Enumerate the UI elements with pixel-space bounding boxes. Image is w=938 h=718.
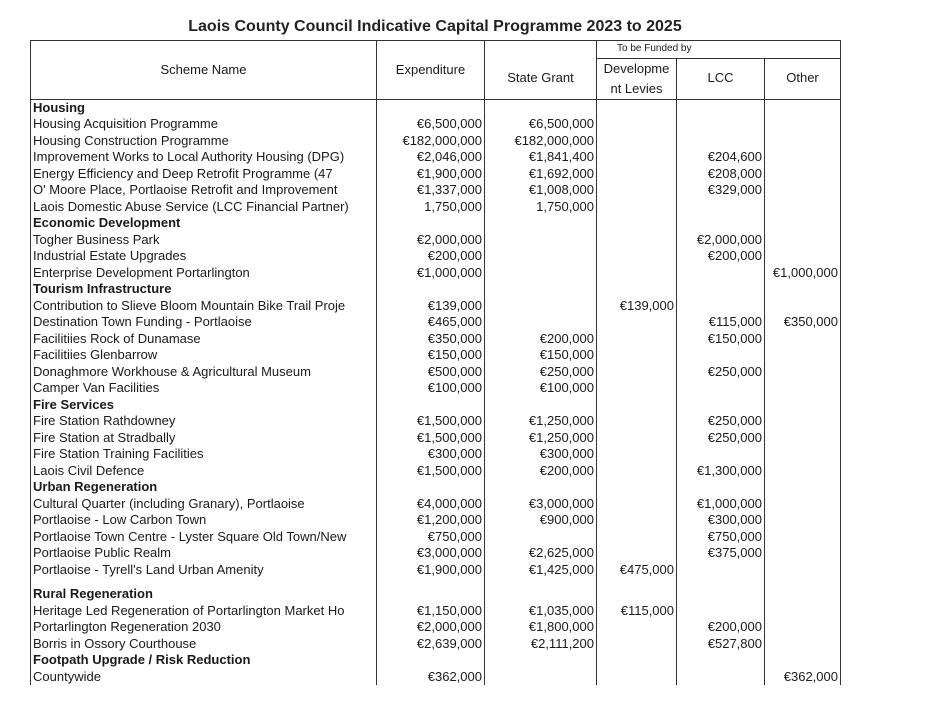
cell-expenditure: €1,900,000	[377, 166, 485, 183]
cell-levies	[597, 586, 677, 603]
cell-other	[765, 347, 841, 364]
cell-other	[765, 116, 841, 133]
cell-state-grant: €182,000,000	[485, 133, 597, 150]
cell-other	[765, 133, 841, 150]
cell-lcc	[677, 116, 765, 133]
cell-expenditure: €2,000,000	[377, 619, 485, 636]
section-header-row	[31, 586, 841, 603]
cell-levies	[597, 99, 677, 116]
cell-state-grant: €900,000	[485, 512, 597, 529]
cell-name: Tourism Infrastructure	[31, 281, 377, 298]
header-scheme-name: Scheme Name	[31, 41, 377, 100]
cell-expenditure: €300,000	[377, 446, 485, 463]
cell-name: Housing Acquisition Programme	[31, 116, 377, 133]
cell-lcc: €750,000	[677, 529, 765, 546]
cell-expenditure: €500,000	[377, 364, 485, 381]
cell-name: Laois Domestic Abuse Service (LCC Financial Partner)	[31, 199, 377, 216]
cell-other	[765, 603, 841, 620]
cell-name: Countywide	[31, 669, 377, 686]
cell-name: Portlaoise - Tyrell's Land Urban Amenity	[31, 562, 377, 579]
section-header-row	[31, 652, 841, 669]
cell-lcc	[677, 669, 765, 686]
cell-lcc	[677, 479, 765, 496]
table-row	[31, 636, 841, 653]
cell-levies	[597, 669, 677, 686]
cell-levies	[597, 545, 677, 562]
cell-state-grant: €1,692,000	[485, 166, 597, 183]
cell-expenditure	[377, 479, 485, 496]
table-row	[31, 232, 841, 249]
table-row	[31, 446, 841, 463]
cell-levies: €139,000	[597, 298, 677, 315]
cell-lcc	[677, 603, 765, 620]
cell-other	[765, 199, 841, 216]
cell-lcc: €208,000	[677, 166, 765, 183]
spacer-row	[31, 578, 841, 586]
section-header-row	[31, 99, 841, 116]
cell-state-grant	[485, 281, 597, 298]
cell-expenditure: €1,200,000	[377, 512, 485, 529]
cell-state-grant	[485, 529, 597, 546]
cell-levies	[597, 413, 677, 430]
cell-levies	[597, 215, 677, 232]
cell-name: Economic Development	[31, 215, 377, 232]
cell-lcc: €375,000	[677, 545, 765, 562]
cell-lcc: €250,000	[677, 413, 765, 430]
cell-name: Energy Efficiency and Deep Retrofit Programme (47	[31, 166, 377, 183]
cell-expenditure	[377, 281, 485, 298]
cell-state-grant	[485, 586, 597, 603]
spacer-cell	[597, 578, 677, 586]
cell-expenditure: €100,000	[377, 380, 485, 397]
header-row-top	[31, 41, 841, 59]
cell-other	[765, 586, 841, 603]
cell-lcc: €115,000	[677, 314, 765, 331]
cell-name: Facilitiies Glenbarrow	[31, 347, 377, 364]
cell-name: Fire Services	[31, 397, 377, 414]
cell-levies	[597, 232, 677, 249]
cell-name: Portlaoise Town Centre - Lyster Square Old Town/New	[31, 529, 377, 546]
cell-other	[765, 380, 841, 397]
header-state-grant: State Grant	[485, 58, 597, 99]
table-row	[31, 669, 841, 686]
table-row	[31, 298, 841, 315]
cell-levies	[597, 248, 677, 265]
cell-lcc	[677, 397, 765, 414]
cell-expenditure: €150,000	[377, 347, 485, 364]
cell-state-grant: €1,035,000	[485, 603, 597, 620]
table-row	[31, 496, 841, 513]
table-row	[31, 347, 841, 364]
header-other: Other	[765, 58, 841, 99]
table-row	[31, 314, 841, 331]
cell-expenditure: €139,000	[377, 298, 485, 315]
table-row	[31, 430, 841, 447]
cell-lcc	[677, 265, 765, 282]
cell-name: Urban Regeneration	[31, 479, 377, 496]
cell-expenditure: €1,337,000	[377, 182, 485, 199]
cell-lcc	[677, 281, 765, 298]
cell-lcc	[677, 652, 765, 669]
cell-lcc: €300,000	[677, 512, 765, 529]
table-row	[31, 166, 841, 183]
cell-name: Fire Station at Stradbally	[31, 430, 377, 447]
cell-state-grant	[485, 99, 597, 116]
cell-levies	[597, 652, 677, 669]
cell-state-grant	[485, 298, 597, 315]
cell-expenditure: €1,900,000	[377, 562, 485, 579]
table-row	[31, 331, 841, 348]
cell-levies: €115,000	[597, 603, 677, 620]
cell-expenditure: €3,000,000	[377, 545, 485, 562]
cell-other	[765, 619, 841, 636]
cell-state-grant: €1,250,000	[485, 413, 597, 430]
cell-lcc: €204,600	[677, 149, 765, 166]
cell-name: Cultural Quarter (including Granary), Portlaoise	[31, 496, 377, 513]
cell-state-grant	[485, 314, 597, 331]
cell-state-grant: €200,000	[485, 463, 597, 480]
cell-other	[765, 479, 841, 496]
cell-other: €350,000	[765, 314, 841, 331]
cell-name: Heritage Led Regeneration of Portarlington Market Ho	[31, 603, 377, 620]
section-header-row	[31, 479, 841, 496]
cell-expenditure: €2,639,000	[377, 636, 485, 653]
cell-other	[765, 397, 841, 414]
cell-name: Housing	[31, 99, 377, 116]
cell-expenditure: €1,500,000	[377, 463, 485, 480]
cell-state-grant: €1,008,000	[485, 182, 597, 199]
cell-expenditure: €6,500,000	[377, 116, 485, 133]
cell-other	[765, 298, 841, 315]
cell-levies	[597, 397, 677, 414]
cell-other: €1,000,000	[765, 265, 841, 282]
cell-lcc	[677, 298, 765, 315]
cell-other	[765, 166, 841, 183]
cell-other	[765, 529, 841, 546]
cell-lcc	[677, 99, 765, 116]
cell-expenditure: 1,750,000	[377, 199, 485, 216]
cell-other: €362,000	[765, 669, 841, 686]
table-row	[31, 512, 841, 529]
cell-expenditure: €2,046,000	[377, 149, 485, 166]
cell-name: Improvement Works to Local Authority Housing (DPG)	[31, 149, 377, 166]
cell-lcc: €250,000	[677, 430, 765, 447]
cell-name: Destination Town Funding - Portlaoise	[31, 314, 377, 331]
cell-other	[765, 446, 841, 463]
cell-levies	[597, 636, 677, 653]
cell-name: Contribution to Slieve Bloom Mountain Bike Trail Proje	[31, 298, 377, 315]
table-row	[31, 199, 841, 216]
cell-state-grant	[485, 215, 597, 232]
cell-name: Fire Station Training Facilities	[31, 446, 377, 463]
cell-name: Facilitiies Rock of Dunamase	[31, 331, 377, 348]
cell-levies	[597, 281, 677, 298]
cell-other	[765, 636, 841, 653]
cell-levies	[597, 347, 677, 364]
cell-levies	[597, 149, 677, 166]
cell-state-grant	[485, 669, 597, 686]
cell-levies	[597, 166, 677, 183]
cell-other	[765, 545, 841, 562]
cell-lcc: €1,300,000	[677, 463, 765, 480]
section-header-row	[31, 397, 841, 414]
cell-lcc	[677, 380, 765, 397]
cell-state-grant	[485, 265, 597, 282]
spacer-cell	[377, 578, 485, 586]
table-row	[31, 265, 841, 282]
cell-name: Footpath Upgrade / Risk Reduction	[31, 652, 377, 669]
table-row	[31, 182, 841, 199]
cell-name: Fire Station Rathdowney	[31, 413, 377, 430]
cell-lcc	[677, 586, 765, 603]
spacer-cell	[485, 578, 597, 586]
cell-expenditure: €1,500,000	[377, 430, 485, 447]
cell-levies	[597, 479, 677, 496]
cell-expenditure	[377, 586, 485, 603]
cell-levies	[597, 116, 677, 133]
cell-expenditure: €2,000,000	[377, 232, 485, 249]
cell-other	[765, 281, 841, 298]
header-state-grant-top	[485, 41, 597, 59]
table-row	[31, 619, 841, 636]
cell-lcc: €329,000	[677, 182, 765, 199]
cell-expenditure: €362,000	[377, 669, 485, 686]
header-funded-by: To be Funded by	[597, 41, 841, 59]
cell-levies	[597, 314, 677, 331]
cell-levies	[597, 265, 677, 282]
cell-state-grant	[485, 479, 597, 496]
table-row	[31, 562, 841, 579]
cell-expenditure: €350,000	[377, 331, 485, 348]
cell-levies	[597, 446, 677, 463]
cell-levies	[597, 182, 677, 199]
cell-name: Camper Van Facilities	[31, 380, 377, 397]
cell-other	[765, 512, 841, 529]
cell-levies	[597, 199, 677, 216]
cell-other	[765, 496, 841, 513]
cell-levies	[597, 133, 677, 150]
cell-lcc	[677, 446, 765, 463]
page-title: Laois County Council Indicative Capital Programme 2023 to 2025	[188, 18, 682, 35]
cell-lcc	[677, 562, 765, 579]
table-row	[31, 149, 841, 166]
cell-state-grant	[485, 248, 597, 265]
cell-state-grant: €2,111,200	[485, 636, 597, 653]
cell-levies	[597, 463, 677, 480]
cell-other	[765, 215, 841, 232]
cell-name: Portarlington Regeneration 2030	[31, 619, 377, 636]
cell-expenditure: €200,000	[377, 248, 485, 265]
cell-state-grant: €2,625,000	[485, 545, 597, 562]
cell-state-grant: €300,000	[485, 446, 597, 463]
spacer-cell	[765, 578, 841, 586]
cell-expenditure	[377, 99, 485, 116]
cell-expenditure	[377, 215, 485, 232]
cell-expenditure: €182,000,000	[377, 133, 485, 150]
cell-levies	[597, 619, 677, 636]
table-row	[31, 364, 841, 381]
table-row	[31, 380, 841, 397]
cell-levies	[597, 430, 677, 447]
table-row	[31, 248, 841, 265]
cell-name: Enterprise Development Portarlington	[31, 265, 377, 282]
table-body	[31, 99, 841, 685]
table-row	[31, 603, 841, 620]
cell-state-grant: €1,800,000	[485, 619, 597, 636]
table-row	[31, 545, 841, 562]
cell-state-grant: €1,425,000	[485, 562, 597, 579]
cell-other	[765, 430, 841, 447]
table-row	[31, 529, 841, 546]
cell-name: Togher Business Park	[31, 232, 377, 249]
header-lcc: LCC	[677, 58, 765, 99]
cell-lcc: €250,000	[677, 364, 765, 381]
cell-other	[765, 331, 841, 348]
spacer-cell	[677, 578, 765, 586]
cell-other	[765, 364, 841, 381]
cell-expenditure: €750,000	[377, 529, 485, 546]
spacer-cell	[31, 578, 377, 586]
cell-expenditure	[377, 397, 485, 414]
cell-name: Portlaoise - Low Carbon Town	[31, 512, 377, 529]
table-row	[31, 116, 841, 133]
section-header-row	[31, 281, 841, 298]
cell-name: Portlaoise Public Realm	[31, 545, 377, 562]
cell-name: Borris in Ossory Courthouse	[31, 636, 377, 653]
cell-expenditure	[377, 652, 485, 669]
cell-expenditure: €465,000	[377, 314, 485, 331]
section-header-row	[31, 215, 841, 232]
cell-levies	[597, 529, 677, 546]
cell-expenditure: €4,000,000	[377, 496, 485, 513]
cell-state-grant: €200,000	[485, 331, 597, 348]
cell-state-grant: €150,000	[485, 347, 597, 364]
cell-other	[765, 232, 841, 249]
cell-name: Laois Civil Defence	[31, 463, 377, 480]
capital-programme-table	[30, 40, 841, 685]
cell-state-grant: 1,750,000	[485, 199, 597, 216]
cell-state-grant: €100,000	[485, 380, 597, 397]
cell-state-grant: €1,841,400	[485, 149, 597, 166]
cell-other	[765, 562, 841, 579]
cell-name: Industrial Estate Upgrades	[31, 248, 377, 265]
cell-lcc	[677, 215, 765, 232]
header-expenditure: Expenditure	[377, 41, 485, 100]
cell-lcc: €1,000,000	[677, 496, 765, 513]
cell-expenditure: €1,000,000	[377, 265, 485, 282]
cell-levies	[597, 364, 677, 381]
cell-lcc	[677, 347, 765, 364]
cell-lcc: €527,800	[677, 636, 765, 653]
cell-levies	[597, 512, 677, 529]
cell-name: Housing Construction Programme	[31, 133, 377, 150]
cell-state-grant	[485, 232, 597, 249]
cell-levies	[597, 331, 677, 348]
cell-state-grant	[485, 397, 597, 414]
cell-levies: €475,000	[597, 562, 677, 579]
cell-other	[765, 413, 841, 430]
cell-name: O' Moore Place, Portlaoise Retrofit and Improvement	[31, 182, 377, 199]
table-row	[31, 463, 841, 480]
cell-levies	[597, 496, 677, 513]
cell-lcc	[677, 199, 765, 216]
cell-state-grant: €3,000,000	[485, 496, 597, 513]
cell-lcc: €200,000	[677, 619, 765, 636]
cell-lcc: €150,000	[677, 331, 765, 348]
cell-lcc: €2,000,000	[677, 232, 765, 249]
header-development-levies: Developme nt Levies	[597, 58, 677, 99]
cell-state-grant: €1,250,000	[485, 430, 597, 447]
cell-other	[765, 652, 841, 669]
table-row	[31, 133, 841, 150]
cell-expenditure: €1,500,000	[377, 413, 485, 430]
cell-lcc	[677, 133, 765, 150]
cell-name: Donaghmore Workhouse & Agricultural Museum	[31, 364, 377, 381]
cell-lcc: €200,000	[677, 248, 765, 265]
cell-other	[765, 182, 841, 199]
table-row	[31, 413, 841, 430]
cell-other	[765, 248, 841, 265]
cell-other	[765, 99, 841, 116]
cell-other	[765, 463, 841, 480]
cell-name: Rural Regeneration	[31, 586, 377, 603]
cell-state-grant: €250,000	[485, 364, 597, 381]
cell-state-grant	[485, 652, 597, 669]
cell-expenditure: €1,150,000	[377, 603, 485, 620]
cell-levies	[597, 380, 677, 397]
cell-state-grant: €6,500,000	[485, 116, 597, 133]
cell-other	[765, 149, 841, 166]
